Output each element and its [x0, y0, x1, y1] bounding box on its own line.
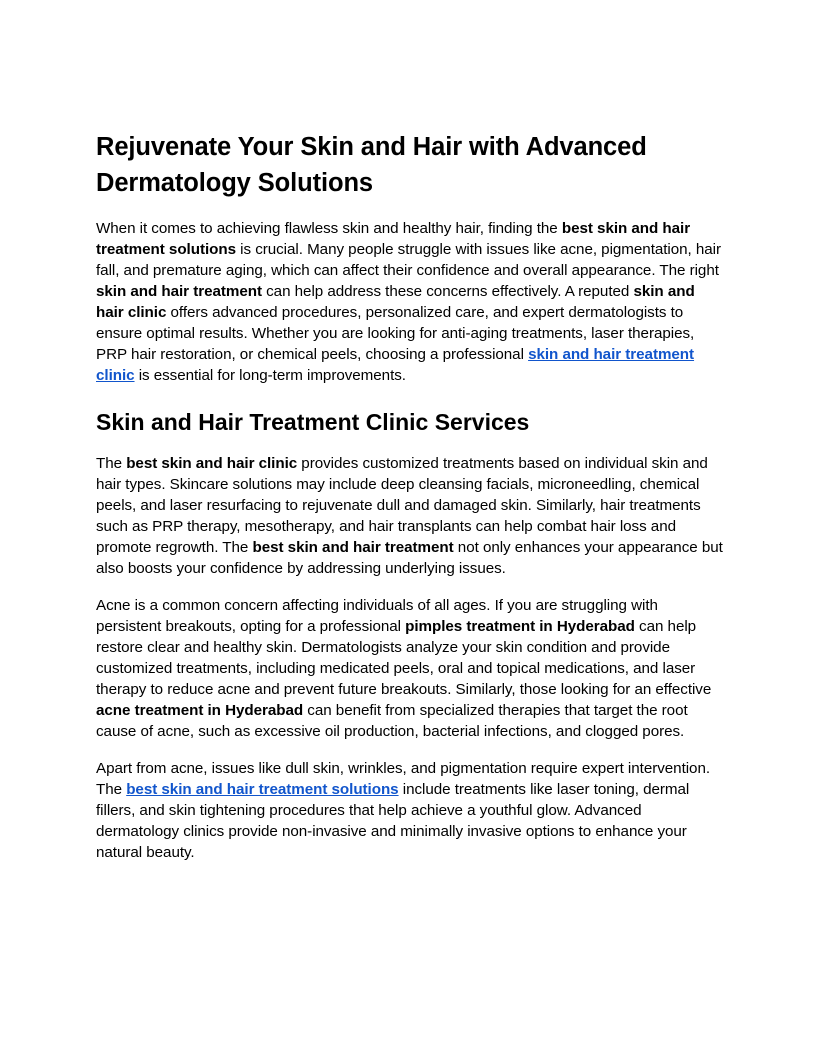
treatments-text-2: include treatments like laser toning, dermal fillers, and skin tightening procedures that help achieve a youthful glow. Advanced dermatology clinics provide non-invasive and minimally invasive options to enhance your natural beauty.	[96, 781, 690, 861]
services-bold-1: best skin and hair clinic	[126, 455, 298, 472]
intro-text-4: offers advanced procedures, personalized care, and expert dermatologists to ensure optimal results. Whether you are looking for anti-aging treatments, laser therapies, PRP hair restoration, or chemical peels, choosing a professional	[96, 304, 695, 363]
solutions-link[interactable]: best skin and hair treatment solutions	[126, 781, 399, 798]
intro-bold-1: best skin and hair treatment solutions	[96, 220, 691, 258]
acne-bold-1: pimples treatment in Hyderabad	[405, 618, 635, 635]
intro-bold-2: skin and hair treatment	[96, 283, 262, 300]
page-title: Rejuvenate Your Skin and Hair with Advanced Dermatology Solutions	[96, 133, 647, 197]
treatments-text-1: Apart from acne, issues like dull skin, wrinkles, and pigmentation require expert intervention. The	[96, 760, 711, 798]
intro-text-3: can help address these concerns effectively. A reputed	[261, 283, 634, 300]
acne-bold-2: acne treatment in Hyderabad	[96, 702, 304, 719]
intro-text-5: is essential for long-term improvements.	[134, 367, 406, 384]
services-text-2: provides customized treatments based on individual skin and hair types. Skincare solutions may include deep cleansing facials, microneedling, chemical peels, and laser resurfacing to rejuvenate dull and damaged skin. Similarly, hair treatments such as PRP therapy, mesotherapy, and hair transplants can help combat hair loss and promote regrowth. The	[96, 455, 708, 556]
section-heading: Skin and Hair Treatment Clinic Services	[96, 409, 530, 435]
intro-bold-3: skin and hair clinic	[96, 283, 695, 321]
document-page	[96, 129, 724, 863]
acne-text-2: can help restore clear and healthy skin. Dermatologists analyze your skin condition and provide customized treatments, including medicated peels, oral and topical medications, and laser therapy to reduce acne and prevent future breakouts. Similarly, those looking for an effective	[96, 618, 712, 698]
intro-text-2: is crucial. Many people struggle with issues like acne, pigmentation, hair fall, and premature aging, which can affect their confidence and overall appearance. The right	[96, 241, 722, 279]
services-paragraph	[96, 453, 724, 579]
acne-text-3: can benefit from specialized therapies that target the root cause of acne, such as excessive oil production, bacterial infections, and clogged pores.	[96, 702, 688, 740]
services-bold-2: best skin and hair treatment	[252, 539, 454, 556]
intro-paragraph	[96, 218, 724, 386]
services-text-1: The	[96, 455, 127, 472]
clinic-link[interactable]: skin and hair treatment clinic	[96, 346, 695, 384]
acne-text-1: Acne is a common concern affecting individuals of all ages. If you are struggling with persistent breakouts, opting for a professional	[96, 597, 658, 635]
acne-paragraph	[96, 595, 724, 742]
treatments-paragraph	[96, 758, 724, 863]
intro-text-1: When it comes to achieving flawless skin and healthy hair, finding the	[96, 220, 562, 237]
services-text-3: not only enhances your appearance but also boosts your confidence by addressing underlying issues.	[96, 539, 723, 577]
